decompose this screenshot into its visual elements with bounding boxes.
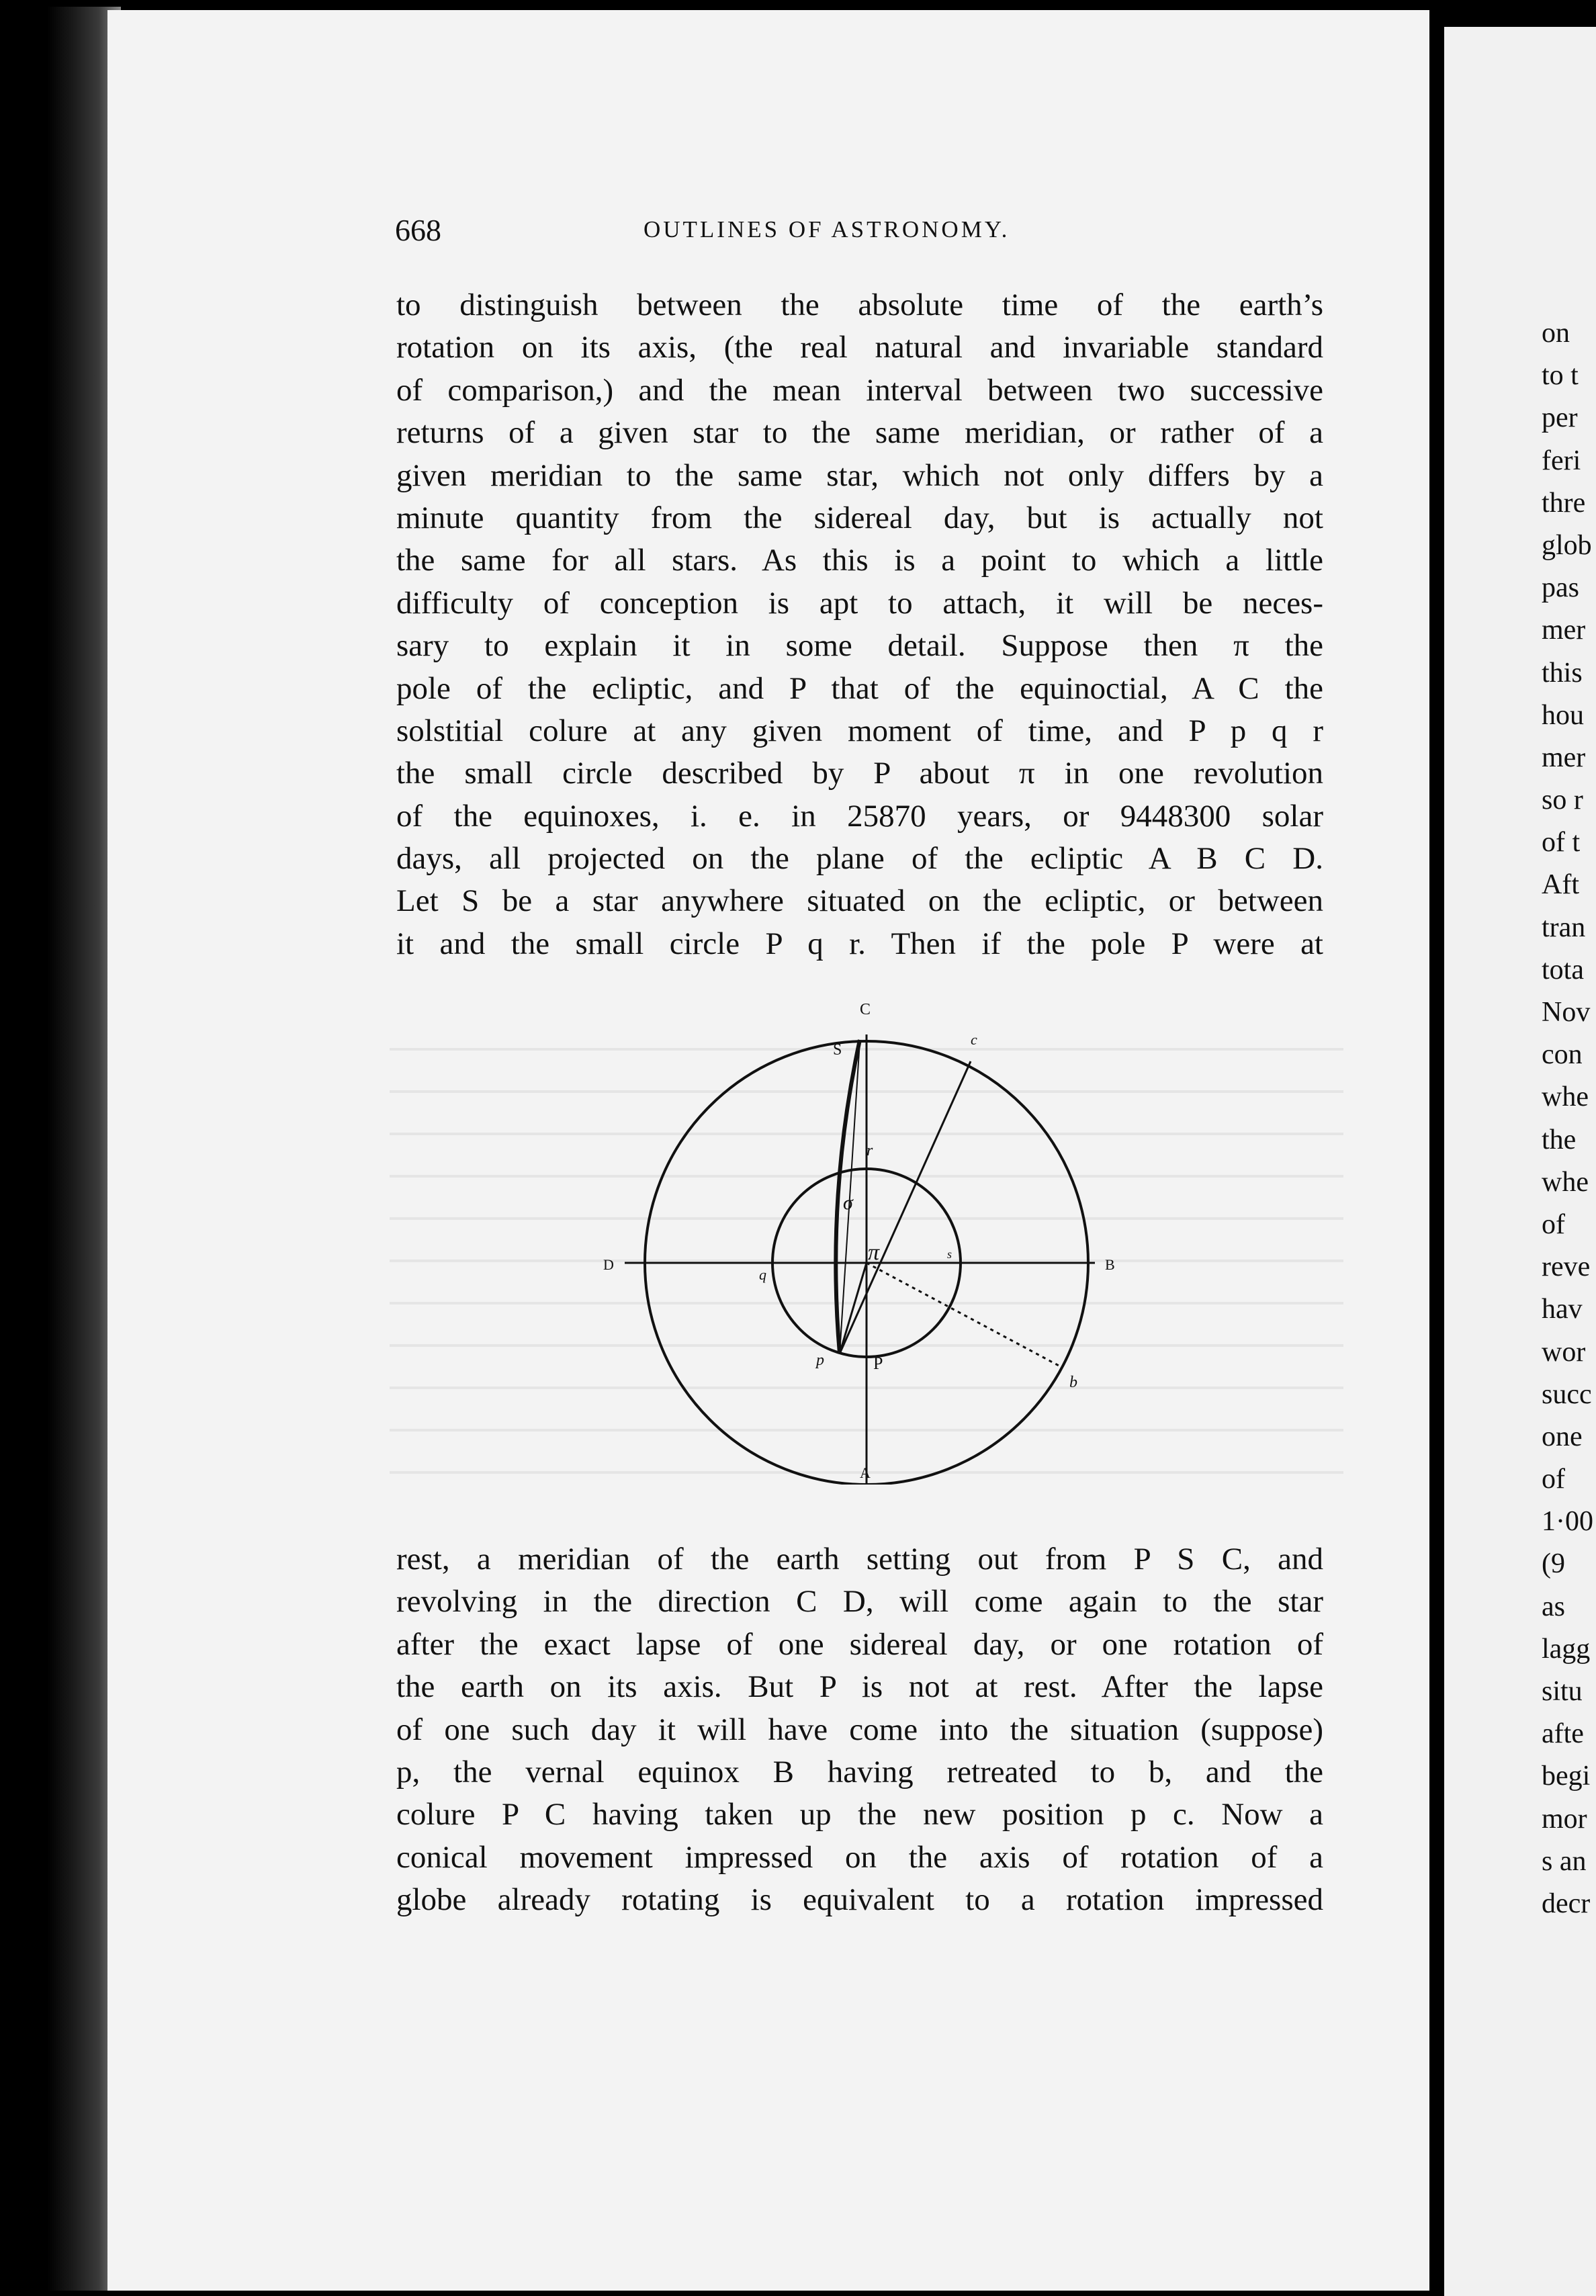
label-q: q xyxy=(759,1266,766,1283)
facing-page-line: reve xyxy=(1542,1251,1591,1283)
label-pi: π xyxy=(868,1240,880,1265)
facing-page-text xyxy=(1542,312,1596,1925)
label-C: C xyxy=(860,1001,871,1018)
facing-page-line: 1·00 xyxy=(1542,1506,1593,1538)
text-line: the earth on its axis. But P is not at rest. After the lapse xyxy=(396,1669,1323,1705)
facing-page-line: of t xyxy=(1542,827,1581,858)
facing-page-line: decr xyxy=(1542,1888,1591,1919)
facing-page-line: per xyxy=(1542,402,1578,434)
running-title: OUTLINES OF ASTRONOMY. xyxy=(644,216,1010,242)
line-p-pi xyxy=(840,1263,867,1354)
facing-page-line: as xyxy=(1542,1591,1565,1622)
facing-page-line: (9 xyxy=(1542,1548,1565,1580)
label-D: D xyxy=(603,1256,614,1273)
text-line: conical movement impressed on the axis of rotation of a xyxy=(396,1839,1323,1875)
facing-page-line: to t xyxy=(1542,360,1579,392)
text-line: of the equinoxes, i. e. in 25870 years, or 9448300 solar xyxy=(396,798,1323,834)
facing-page-line: wor xyxy=(1542,1336,1586,1368)
text-line: difficulty of conception is apt to attach, it will be neces- xyxy=(396,585,1323,621)
facing-page-line: glob xyxy=(1542,529,1592,561)
facing-page-line: mor xyxy=(1542,1803,1587,1835)
text-line: the small circle described by P about π in one revolution xyxy=(396,756,1323,791)
text-line: to distinguish between the absolute time of the earth’s xyxy=(396,288,1323,322)
precession-diagram xyxy=(591,994,1128,1485)
text-line: rotation on its axis, (the real natural and invariable standard xyxy=(396,330,1323,365)
facing-page-line: of xyxy=(1542,1208,1565,1240)
facing-page-line: thre xyxy=(1542,487,1586,519)
text-line: days, all projected on the plane of the ecliptic A B C D. xyxy=(396,841,1323,877)
facing-page-line: s an xyxy=(1542,1845,1587,1877)
label-S: S xyxy=(833,1041,842,1059)
text-line: revolving in the direction C D, will come again to the star xyxy=(396,1584,1323,1620)
text-line: returns of a given star to the same meridian, or rather of a xyxy=(396,415,1323,451)
facing-page-line: mer xyxy=(1542,615,1586,646)
text-line: colure P C having taken up the new position p c. Now a xyxy=(396,1797,1323,1833)
facing-page-line: hou xyxy=(1542,699,1584,731)
label-b: b xyxy=(1069,1374,1077,1391)
facing-page-line: begi xyxy=(1542,1761,1591,1792)
facing-page-line: con xyxy=(1542,1039,1583,1071)
text-line: of one such day it will have come into the situation (suppose) xyxy=(396,1712,1323,1747)
text-line: rest, a meridian of the earth setting out from P S C, and xyxy=(396,1542,1323,1577)
label-P: P xyxy=(873,1354,883,1373)
facing-page-line: this xyxy=(1542,657,1583,689)
facing-page-line: succ xyxy=(1542,1378,1592,1410)
facing-page-line: whe xyxy=(1542,1081,1589,1113)
facing-page-line: Nov xyxy=(1542,997,1591,1028)
label-s: s xyxy=(947,1247,952,1261)
line-p-c xyxy=(840,1061,971,1354)
facing-page-line: the xyxy=(1542,1124,1577,1155)
text-line: after the exact lapse of one sidereal day, or one rotation of xyxy=(396,1626,1323,1662)
facing-page-line: so r xyxy=(1542,785,1583,816)
facing-page-line: pas xyxy=(1542,572,1579,604)
page-header xyxy=(395,212,1322,253)
text-line: given meridian to the same star, which not only differs by a xyxy=(396,457,1323,493)
facing-page-line: tran xyxy=(1542,912,1586,943)
facing-page-line: feri xyxy=(1542,445,1581,476)
label-r: r xyxy=(867,1142,873,1159)
text-line: solstitial colure at any given moment of time, and P p q r xyxy=(396,713,1323,748)
facing-page-line: mer xyxy=(1542,742,1586,773)
facing-page-line: tota xyxy=(1542,954,1584,985)
facing-page-line: whe xyxy=(1542,1166,1589,1198)
text-line: the same for all stars. As this is a point to which a little xyxy=(396,543,1323,578)
facing-page-line: situ xyxy=(1542,1676,1583,1707)
text-line: Let S be a star anywhere situated on the ecliptic, or between xyxy=(396,883,1323,919)
text-line: it and the small circle P q r. Then if the pole P were at xyxy=(396,926,1323,961)
facing-page-line: on xyxy=(1542,318,1570,349)
facing-page-line: of xyxy=(1542,1464,1565,1495)
label-sigma: σ xyxy=(843,1192,853,1214)
facing-page-line: afte xyxy=(1542,1718,1584,1750)
text-line: sary to explain it in some detail. Suppose then π the xyxy=(396,628,1323,664)
paragraph-after-figure xyxy=(396,1538,1323,1922)
text-line: of comparison,) and the mean interval between two successive xyxy=(396,372,1323,408)
text-line: pole of the ecliptic, and P that of the equinoctial, A C the xyxy=(396,670,1323,706)
facing-page-line: Aft xyxy=(1542,869,1579,901)
paragraph-before-figure xyxy=(396,284,1323,965)
label-B: B xyxy=(1105,1256,1115,1273)
text-line: globe already rotating is equivalent to a rotation impressed xyxy=(396,1882,1323,1918)
facing-page-line: hav xyxy=(1542,1294,1583,1325)
facing-page-line: lagg xyxy=(1542,1633,1591,1665)
label-A: A xyxy=(860,1464,871,1481)
label-p: p xyxy=(816,1352,824,1369)
facing-page-line: one xyxy=(1542,1421,1583,1452)
text-line: minute quantity from the sidereal day, but is actually not xyxy=(396,500,1323,535)
text-line: p, the vernal equinox B having retreated to b, and the xyxy=(396,1754,1323,1790)
label-c: c xyxy=(971,1031,977,1048)
page-number: 668 xyxy=(395,213,441,247)
